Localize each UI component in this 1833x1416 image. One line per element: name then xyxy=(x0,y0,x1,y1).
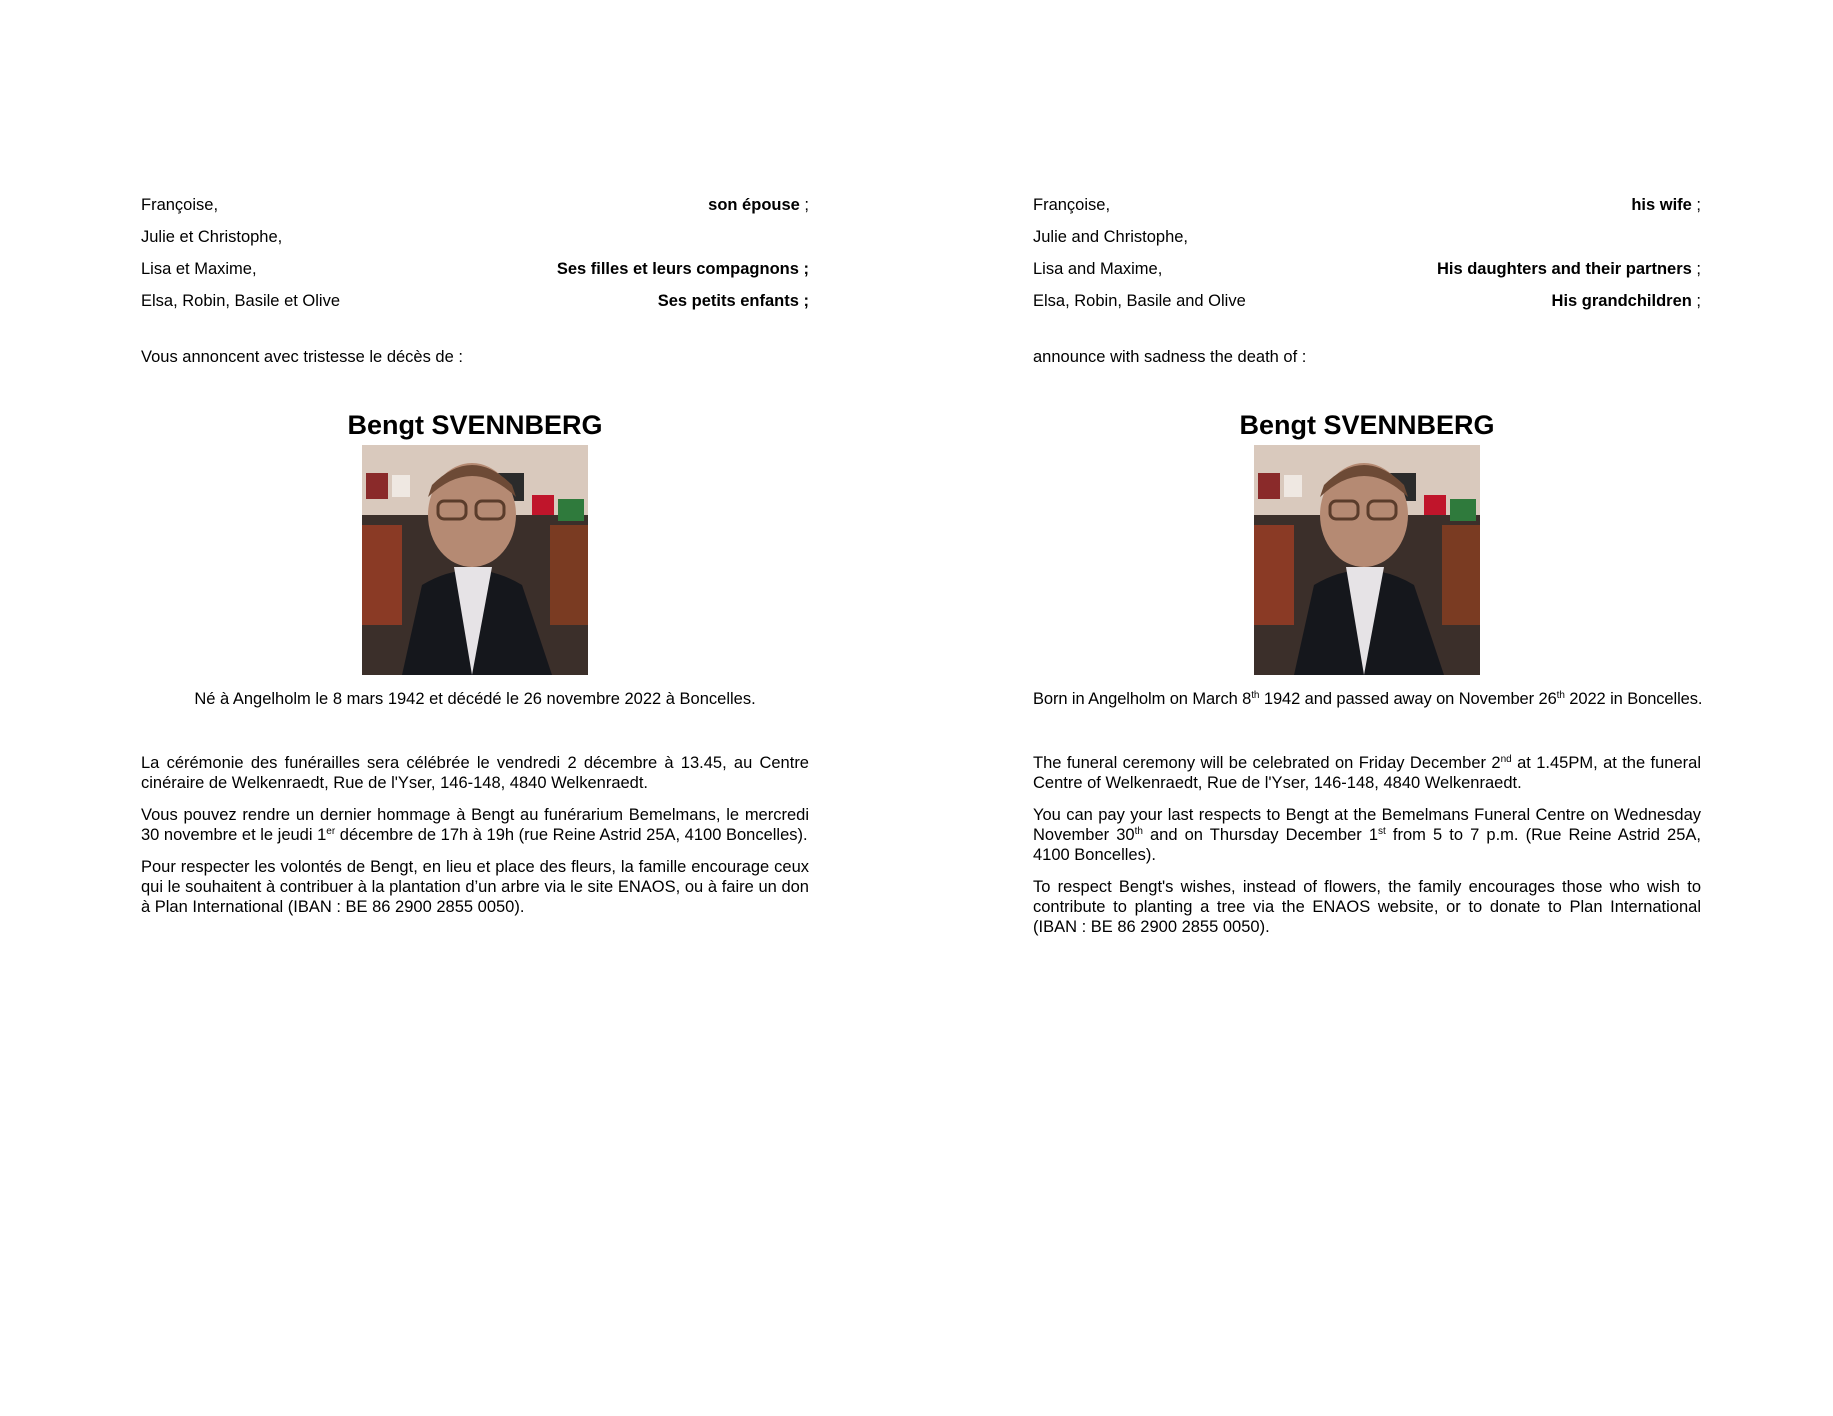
family-member: Elsa, Robin, Basile and Olive xyxy=(1033,292,1246,310)
family-relation: Ses filles et leurs compagnons ; xyxy=(556,260,809,278)
donation-paragraph: Pour respecter les volontés de Bengt, en lieu et place des fleurs, la famille encourage ceux qui le souhaitent à contribuer à la plantation d’un arbre via le site ENAOS, ou à faire un don à Plan International (IBAN : BE 86 2900 2855 0050). xyxy=(141,858,809,916)
intro-text: Vous annoncent avec tristesse le décès de : xyxy=(141,348,463,366)
ceremony-paragraph: The funeral ceremony will be celebrated on Friday December 2nd at 1.45PM, at the funeral Centre of Welkenraedt, Rue de l'Yser, 146-148, 4840 Welkenraedt. xyxy=(1033,754,1701,792)
family-relation: his wife ; xyxy=(1631,196,1701,214)
deceased-name: Bengt SVENNBERG xyxy=(1239,410,1495,440)
family-row xyxy=(141,291,809,323)
family-member: Julie et Christophe, xyxy=(141,228,283,246)
family-member: Françoise, xyxy=(141,196,219,214)
deceased-name: Bengt SVENNBERG xyxy=(347,410,603,440)
family-row xyxy=(1033,259,1701,291)
family-relation: His grandchildren ; xyxy=(1551,292,1701,310)
family-row xyxy=(1033,195,1701,227)
french-announcement xyxy=(141,195,809,929)
ceremony-paragraph: La cérémonie des funérailles sera célébrée le vendredi 2 décembre à 13.45, au Centre cinéraire de Welkenraedt, Rue de l'Yser, 146-148, 4840 Welkenraedt. xyxy=(141,754,809,792)
portrait-photo xyxy=(362,445,588,675)
english-announcement xyxy=(1033,195,1701,949)
family-row xyxy=(141,227,809,259)
family-member: Françoise, xyxy=(1033,196,1111,214)
family-row xyxy=(1033,227,1701,259)
donation-paragraph: To respect Bengt's wishes, instead of flowers, the family encourages those who wish to contribute to planting a tree via the ENAOS website, or to donate to Plan International (IBAN : BE 86 2900 2855 0050). xyxy=(1033,878,1701,936)
birth-death-line: Né à Angelholm le 8 mars 1942 et décédé le 26 novembre 2022 à Boncelles. xyxy=(194,690,756,708)
family-row xyxy=(141,195,809,227)
family-member: Lisa and Maxime, xyxy=(1033,260,1163,278)
family-relation: Ses petits enfants ; xyxy=(657,292,809,310)
family-relation: son épouse ; xyxy=(708,196,809,214)
intro-text: announce with sadness the death of : xyxy=(1033,348,1307,366)
portrait-photo xyxy=(1254,445,1480,675)
family-member: Julie and Christophe, xyxy=(1033,228,1189,246)
birth-death-line: Born in Angelholm on March 8th 1942 and passed away on November 26th 2022 in Boncelles. xyxy=(1033,690,1703,708)
family-row xyxy=(1033,291,1701,323)
family-row xyxy=(141,259,809,291)
family-member: Lisa et Maxime, xyxy=(141,260,257,278)
visitation-paragraph: You can pay your last respects to Bengt at the Bemelmans Funeral Centre on Wednesday November 30th and on Thursday December 1st from 5 to 7 p.m. (Rue Reine Astrid 25A, 4100 Boncelles). xyxy=(1033,806,1701,864)
family-relation: His daughters and their partners ; xyxy=(1436,260,1701,278)
family-member: Elsa, Robin, Basile et Olive xyxy=(141,292,341,310)
visitation-paragraph: Vous pouvez rendre un dernier hommage à Bengt au funérarium Bemelmans, le mercredi 30 novembre et le jeudi 1er décembre de 17h à 19h (rue Reine Astrid 25A, 4100 Boncelles). xyxy=(141,806,809,844)
